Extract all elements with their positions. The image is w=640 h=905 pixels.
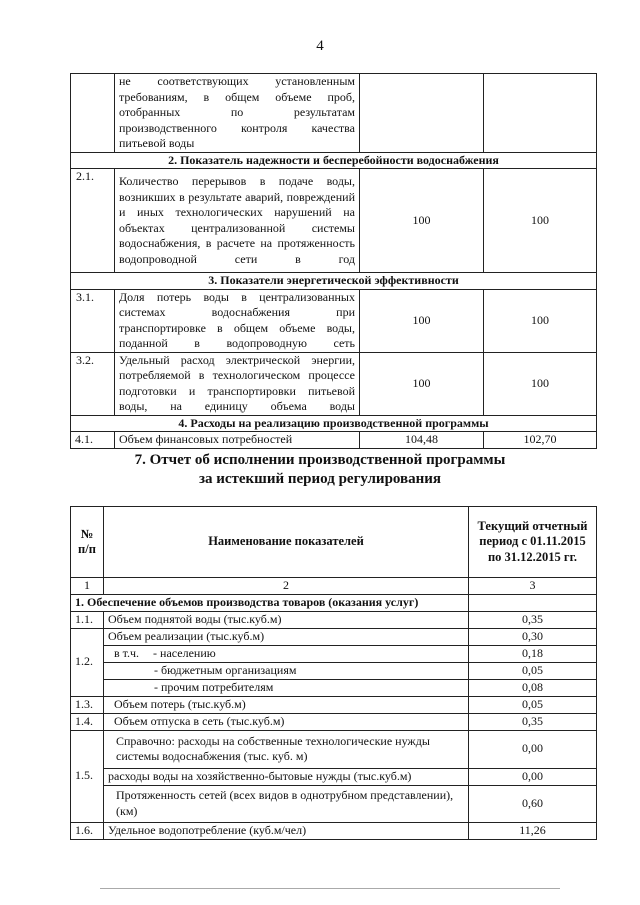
column-index-row <box>71 578 597 595</box>
table-row <box>71 352 597 415</box>
value-cell: 100 <box>360 352 484 415</box>
indicator-name: Удельный расход электрической энергии, потребляемой в технологическом процессе подготовки и транспортировки питьевой воды, на единицу объема воды <box>115 352 360 415</box>
indicator-name: Количество перерывов в подаче воды, возникших в результате аварий, повреждений и иных технологических нарушений на объектах централизованной системы водоснабжения, в расчете на протяженность водопроводной сети в год <box>115 169 360 273</box>
heading-line-2: за истекший период регулирования <box>198 471 442 487</box>
value-cell: 100 <box>484 169 597 273</box>
row-number: 1.3. <box>71 696 104 713</box>
value-cell: 0,00 <box>469 730 597 768</box>
value-cell <box>469 594 597 611</box>
section-heading <box>0 451 640 489</box>
value-cell: 0,05 <box>469 696 597 713</box>
value-cell <box>360 74 484 153</box>
value-cell: 0,05 <box>469 662 597 679</box>
value-cell: 0,30 <box>469 628 597 645</box>
row-number: 1.4. <box>71 713 104 730</box>
indicators-table <box>70 73 597 449</box>
table-row <box>71 169 597 273</box>
row-number: 2.1. <box>71 169 115 273</box>
indicator-name: расходы воды на хозяйственно-бытовые нужды (тыс.куб.м) <box>104 768 469 785</box>
row-number: 3.2. <box>71 352 115 415</box>
indicator-name: Удельное водопотребление (куб.м/чел) <box>104 822 469 839</box>
indicator-name: - бюджетным организациям <box>104 662 469 679</box>
row-number: 1.2. <box>71 628 104 696</box>
indicator-name: Объем реализации (тыс.куб.м) <box>104 628 469 645</box>
row-number <box>71 74 115 153</box>
table-row <box>71 679 597 696</box>
value-cell: 100 <box>484 289 597 352</box>
header-period: Текущий отчетный период с 01.11.2015 по 31.12.2015 гг. <box>469 507 597 578</box>
value-cell: 11,26 <box>469 822 597 839</box>
section-row <box>71 415 597 432</box>
value-cell <box>484 74 597 153</box>
indicator-name: Доля потерь воды в централизованных системах водоснабжения при транспортировке в общем объеме воды, поданной в водопроводную сеть <box>115 289 360 352</box>
row-number: 4.1. <box>71 432 115 449</box>
table-row <box>71 645 597 662</box>
indicator-name: не соответствующих установленным требованиям, в общем объеме проб, отобранных по результатам производственного контроля качества питьевой воды <box>115 74 360 153</box>
heading-line-1: 7. Отчет об исполнении производственной программы <box>134 452 506 468</box>
value-cell: 0,35 <box>469 713 597 730</box>
header-row <box>71 507 597 578</box>
row-number: 1.5. <box>71 730 104 822</box>
table-row <box>71 289 597 352</box>
indicator-name <box>104 645 469 662</box>
value-cell: 100 <box>360 289 484 352</box>
column-index: 2 <box>104 578 469 595</box>
table-row <box>71 822 597 839</box>
row-number: 3.1. <box>71 289 115 352</box>
header-name: Наименование показателей <box>104 507 469 578</box>
section-row <box>71 273 597 290</box>
section-title: 1. Обеспечение объемов производства товаров (оказания услуг) <box>71 594 469 611</box>
page-bottom-rule <box>100 888 560 889</box>
section-row <box>71 152 597 169</box>
indicator-name: Протяженность сетей (всех видов в однотрубном представлении), (км) <box>104 785 469 822</box>
page-number: 4 <box>316 38 324 54</box>
header-number: № п/п <box>71 507 104 578</box>
indicator-name: Справочно: расходы на собственные технологические нужды системы водоснабжения (тыс. куб. м) <box>104 730 469 768</box>
value-cell: 0,08 <box>469 679 597 696</box>
indicator-name: - прочим потребителям <box>104 679 469 696</box>
value-cell: 100 <box>360 169 484 273</box>
indicator-name: Объем отпуска в сеть (тыс.куб.м) <box>104 713 469 730</box>
column-index: 3 <box>469 578 597 595</box>
row-number: 1.1. <box>71 611 104 628</box>
value-cell: 0,60 <box>469 785 597 822</box>
table-row <box>71 696 597 713</box>
section-row <box>71 594 597 611</box>
row-number: 1.6. <box>71 822 104 839</box>
table-row <box>71 74 597 153</box>
sub-label: - населению <box>153 645 216 660</box>
table-row <box>71 662 597 679</box>
section-title: 2. Показатель надежности и бесперебойности водоснабжения <box>71 152 597 169</box>
table-row <box>71 768 597 785</box>
value-cell: 0,00 <box>469 768 597 785</box>
table-row <box>71 713 597 730</box>
report-table <box>70 506 597 840</box>
value-cell: 102,70 <box>484 432 597 449</box>
table-row <box>71 432 597 449</box>
value-cell: 0,35 <box>469 611 597 628</box>
table-row <box>71 730 597 768</box>
column-index: 1 <box>71 578 104 595</box>
indicator-name: Объем финансовых потребностей <box>115 432 360 449</box>
section-title: 3. Показатели энергетической эффективности <box>71 273 597 290</box>
value-cell: 104,48 <box>360 432 484 449</box>
table-row <box>71 628 597 645</box>
table-row <box>71 785 597 822</box>
value-cell: 100 <box>484 352 597 415</box>
section-title: 4. Расходы на реализацию производственной программы <box>71 415 597 432</box>
sub-prefix: в т.ч. <box>114 645 140 660</box>
indicator-name: Объем потерь (тыс.куб.м) <box>104 696 469 713</box>
table-row <box>71 611 597 628</box>
indicator-name: Объем поднятой воды (тыс.куб.м) <box>104 611 469 628</box>
value-cell: 0,18 <box>469 645 597 662</box>
